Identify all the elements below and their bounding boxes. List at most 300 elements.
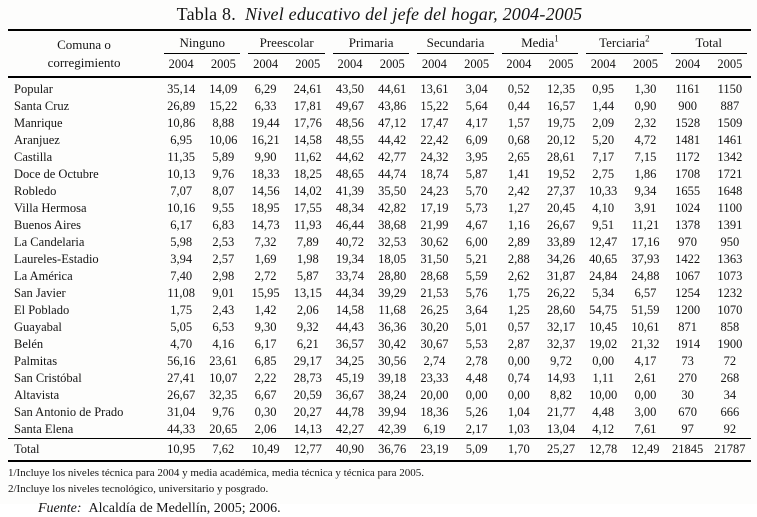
table-cell: 6,00 xyxy=(465,235,488,249)
table-cell: 6,17 xyxy=(254,337,277,351)
table-cell: 2,22 xyxy=(254,371,277,385)
table-cell: 13,15 xyxy=(293,286,322,300)
table-cell: 36,67 xyxy=(335,388,365,402)
table-cell: 18,05 xyxy=(378,252,407,266)
table-cell: 17,19 xyxy=(420,201,449,215)
table-cell: 2,89 xyxy=(507,235,530,249)
table-cell: 21,53 xyxy=(420,286,449,300)
table-cell: 7,15 xyxy=(634,150,657,164)
table-cell: 666 xyxy=(720,405,740,419)
table-cell: 1509 xyxy=(717,116,743,130)
table-cell: 10,33 xyxy=(589,184,618,198)
table-cell: 2,74 xyxy=(423,354,446,368)
table-cell: 1914 xyxy=(675,337,701,351)
table-cell: 1900 xyxy=(717,337,743,351)
year-header-secundaria-2005: 2005 xyxy=(456,54,498,77)
table-cell: 17,55 xyxy=(293,201,322,215)
table-cell: 13,61 xyxy=(420,82,449,96)
year-header-media-2005: 2005 xyxy=(540,54,582,77)
table-cell: 19,75 xyxy=(546,116,576,130)
table-cell: 5,26 xyxy=(465,405,488,419)
table-cell: 16,21 xyxy=(251,133,280,147)
table-cell: 4,16 xyxy=(212,337,235,351)
table-title xyxy=(8,3,751,29)
table-cell: 4,17 xyxy=(634,354,657,368)
table-cell: 20,45 xyxy=(546,201,576,215)
table-cell: 1708 xyxy=(675,167,701,181)
table-cell: 6,95 xyxy=(170,133,193,147)
education-level-table xyxy=(8,29,751,462)
table-cell: 0,00 xyxy=(634,388,657,402)
table-cell: 0,30 xyxy=(254,405,277,419)
table-cell: 9,01 xyxy=(212,286,235,300)
table-cell: 19,52 xyxy=(546,167,576,181)
row-header-comuna xyxy=(8,30,160,77)
table-cell: 6,19 xyxy=(423,422,446,436)
table-cell: 7,17 xyxy=(592,150,615,164)
table-cell: 950 xyxy=(720,235,740,249)
table-cell: 1232 xyxy=(717,286,743,300)
year-header-preescolar-2005: 2005 xyxy=(287,54,329,77)
table-cell: 18,33 xyxy=(251,167,280,181)
table-row-la-america xyxy=(8,268,751,285)
table-cell: 670 xyxy=(678,405,698,419)
table-cell: 11,08 xyxy=(167,286,195,300)
table-cell: 4,17 xyxy=(465,116,488,130)
year-header-total-2005: 2005 xyxy=(709,54,751,77)
table-row-buenos-aires xyxy=(8,217,751,234)
table-cell: 47,12 xyxy=(378,116,407,130)
table-cell: 10,13 xyxy=(167,167,196,181)
table-cell: 1,42 xyxy=(254,303,277,317)
table-cell: 28,60 xyxy=(546,303,576,317)
table-cell: 21787 xyxy=(709,439,751,462)
table-cell: 42,27 xyxy=(335,422,365,436)
table-cell: 54,75 xyxy=(589,303,618,317)
table-cell: 30 xyxy=(681,388,694,402)
source-line xyxy=(38,501,751,517)
table-cell: 4,67 xyxy=(465,218,488,232)
table-cell: 18,25 xyxy=(293,167,322,181)
table-cell: 28,61 xyxy=(546,150,576,164)
table-cell: 26,67 xyxy=(546,218,576,232)
table-row-manrique xyxy=(8,115,751,132)
row-name: Total xyxy=(8,439,160,462)
table-cell: 28,73 xyxy=(293,371,322,385)
table-cell: 0,95 xyxy=(592,82,615,96)
table-cell: 1,04 xyxy=(507,405,530,419)
row-name: Laureles-Estadio xyxy=(14,252,99,266)
table-cell: 21,99 xyxy=(420,218,449,232)
table-cell: 9,76 xyxy=(212,167,235,181)
table-row-castilla xyxy=(8,149,751,166)
row-name: San Antonio de Prado xyxy=(14,405,124,419)
column-group-label: Media$^1$ xyxy=(502,35,578,54)
table-cell: 5,98 xyxy=(170,235,193,249)
table-cell: 4,10 xyxy=(592,201,615,215)
table-cell: 9,72 xyxy=(550,354,572,368)
table-cell: 5,21 xyxy=(465,252,488,266)
table-cell: 2,17 xyxy=(465,422,488,436)
table-cell: 3,91 xyxy=(634,201,657,215)
table-cell: 12,49 xyxy=(624,439,666,462)
table-cell: 2,06 xyxy=(254,422,277,436)
table-row-belen xyxy=(8,336,751,353)
table-cell: 3,04 xyxy=(465,82,488,96)
table-cell: 12,78 xyxy=(582,439,624,462)
table-cell: 27,41 xyxy=(167,371,196,385)
table-cell: 1070 xyxy=(717,303,743,317)
table-cell: 2,61 xyxy=(634,371,657,385)
table-cell: 44,34 xyxy=(335,286,365,300)
table-cell: 0,74 xyxy=(507,371,530,385)
table-cell: 900 xyxy=(678,99,698,113)
table-cell: 2,32 xyxy=(634,116,657,130)
table-cell: 21,32 xyxy=(631,337,660,351)
table-cell: 1,27 xyxy=(507,201,530,215)
table-footnotes xyxy=(8,466,751,498)
table-cell: 1,86 xyxy=(634,167,657,181)
table-cell: 31,04 xyxy=(167,405,196,419)
year-header-terciaria-2005: 2005 xyxy=(624,54,666,77)
table-cell: 48,55 xyxy=(335,133,365,147)
table-cell: 1067 xyxy=(675,269,701,283)
table-cell: 19,44 xyxy=(251,116,280,130)
table-title-text: Nivel educativo del jefe del hogar, 2004-2005 xyxy=(244,4,583,24)
table-cell: 12,35 xyxy=(546,82,576,96)
table-cell: 30,42 xyxy=(378,337,407,351)
table-cell: 1100 xyxy=(717,201,743,215)
table-cell: 5,20 xyxy=(592,133,615,147)
table-cell: 40,72 xyxy=(335,235,365,249)
table-cell: 36,76 xyxy=(371,439,413,462)
table-cell: 1,75 xyxy=(170,303,193,317)
table-cell: 28,80 xyxy=(378,269,407,283)
table-cell: 73 xyxy=(681,354,694,368)
table-cell: 1024 xyxy=(675,201,701,215)
table-cell: 970 xyxy=(678,235,698,249)
table-cell: 22,42 xyxy=(420,133,449,147)
year-header-primaria-2005: 2005 xyxy=(371,54,413,77)
table-cell: 2,57 xyxy=(212,252,235,266)
table-cell: 6,53 xyxy=(212,320,235,334)
table-cell: 23,19 xyxy=(413,439,455,462)
table-cell: 38,68 xyxy=(378,218,407,232)
table-cell: 17,76 xyxy=(293,116,322,130)
table-cell: 2,87 xyxy=(507,337,530,351)
table-cell: 9,32 xyxy=(296,320,319,334)
table-cell: 45,19 xyxy=(335,371,365,385)
table-cell: 11,68 xyxy=(378,303,407,317)
table-cell: 51,59 xyxy=(631,303,660,317)
table-cell: 43,50 xyxy=(335,82,365,96)
table-cell: 39,29 xyxy=(378,286,407,300)
table-cell: 2,72 xyxy=(254,269,277,283)
column-group-total xyxy=(667,30,751,54)
table-cell: 15,95 xyxy=(251,286,280,300)
table-cell: 11,21 xyxy=(631,218,660,232)
row-name: Santa Cruz xyxy=(14,99,70,113)
table-cell: 40,90 xyxy=(329,439,371,462)
table-cell: 15,22 xyxy=(420,99,449,113)
table-cell: 1161 xyxy=(675,82,700,96)
table-row-guayabal xyxy=(8,319,751,336)
year-header-ninguno-2005: 2005 xyxy=(202,54,244,77)
table-cell: 5,73 xyxy=(465,201,488,215)
table-cell: 1,44 xyxy=(592,99,615,113)
table-cell: 20,27 xyxy=(293,405,322,419)
table-cell: 34 xyxy=(723,388,737,402)
table-cell: 35,14 xyxy=(167,82,196,96)
table-cell: 1461 xyxy=(717,133,743,147)
table-row-villa-hermosa xyxy=(8,200,751,217)
table-cell: 0,52 xyxy=(507,82,530,96)
table-row-aranjuez xyxy=(8,132,751,149)
table-cell: 8,82 xyxy=(550,388,572,402)
table-cell: 1073 xyxy=(717,269,743,283)
table-cell: 14,13 xyxy=(293,422,322,436)
table-cell: 10,86 xyxy=(167,116,196,130)
table-row-laureles-estadio xyxy=(8,251,751,268)
table-cell: 4,12 xyxy=(592,422,615,436)
table-cell: 9,51 xyxy=(592,218,615,232)
table-cell: 0,68 xyxy=(507,133,530,147)
table-cell: 44,62 xyxy=(335,150,365,164)
row-name: La Candelaria xyxy=(14,235,85,249)
table-cell: 1655 xyxy=(675,184,701,198)
table-cell: 38,24 xyxy=(378,388,407,402)
table-cell: 9,76 xyxy=(212,405,235,419)
table-cell: 44,61 xyxy=(378,82,407,96)
table-cell: 11,93 xyxy=(293,218,322,232)
table-cell: 5,05 xyxy=(170,320,193,334)
table-cell: 1254 xyxy=(675,286,701,300)
year-header-preescolar-2004: 2004 xyxy=(244,54,286,77)
table-cell: 72 xyxy=(723,354,737,368)
table-cell: 6,57 xyxy=(634,286,657,300)
table-cell: 33,89 xyxy=(546,235,576,249)
table-cell: 7,40 xyxy=(170,269,193,283)
table-cell: 0,90 xyxy=(634,99,657,113)
table-cell: 42,39 xyxy=(378,422,407,436)
table-cell: 15,22 xyxy=(209,99,238,113)
table-cell: 4,48 xyxy=(592,405,615,419)
table-cell: 13,04 xyxy=(546,422,576,436)
table-cell: 5,70 xyxy=(465,184,488,198)
table-cell: 30,67 xyxy=(420,337,449,351)
table-cell: 6,17 xyxy=(170,218,193,232)
table-cell: 6,83 xyxy=(212,218,235,232)
table-body xyxy=(8,77,751,461)
table-cell: 5,87 xyxy=(296,269,319,283)
table-cell: 5,87 xyxy=(465,167,488,181)
table-cell: 1528 xyxy=(675,116,701,130)
table-cell: 19,02 xyxy=(589,337,618,351)
table-title-prefix: Tabla 8. xyxy=(176,4,236,24)
column-group-secundaria xyxy=(413,30,497,54)
table-cell: 48,65 xyxy=(335,167,365,181)
column-group-preescolar xyxy=(244,30,328,54)
table-cell: 6,67 xyxy=(254,388,277,402)
table-cell: 1,30 xyxy=(634,82,657,96)
column-group-label: Preescolar xyxy=(248,35,324,54)
table-cell: 25,27 xyxy=(540,439,582,462)
column-group-label: Total xyxy=(671,35,747,54)
table-cell: 37,93 xyxy=(631,252,660,266)
column-group-media xyxy=(498,30,582,54)
row-name: San Cristóbal xyxy=(14,371,82,385)
source-label: Fuente: xyxy=(38,500,82,516)
table-cell: 3,94 xyxy=(170,252,193,266)
table-cell: 4,48 xyxy=(465,371,488,385)
table-cell: 27,37 xyxy=(546,184,576,198)
table-cell: 24,84 xyxy=(589,269,618,283)
table-cell: 1,75 xyxy=(507,286,530,300)
table-cell: 42,77 xyxy=(378,150,407,164)
table-cell: 1200 xyxy=(675,303,701,317)
row-name: Popular xyxy=(14,82,53,96)
table-cell: 44,74 xyxy=(378,167,407,181)
table-cell: 20,59 xyxy=(293,388,322,402)
table-cell: 1721 xyxy=(717,167,743,181)
table-cell: 14,73 xyxy=(251,218,280,232)
table-cell: 1378 xyxy=(675,218,701,232)
year-header-secundaria-2004: 2004 xyxy=(413,54,455,77)
source-text: Alcaldía de Medellín, 2005; 2006. xyxy=(88,500,281,516)
column-group-primaria xyxy=(329,30,413,54)
table-cell: 44,33 xyxy=(167,422,196,436)
table-cell: 29,17 xyxy=(293,354,322,368)
row-name: Buenos Aires xyxy=(14,218,82,232)
table-cell: 0,00 xyxy=(592,354,615,368)
table-cell: 1150 xyxy=(717,82,743,96)
table-cell: 6,09 xyxy=(465,133,488,147)
table-cell: 18,74 xyxy=(420,167,449,181)
table-row-san-cristobal xyxy=(8,370,751,387)
table-cell: 34,26 xyxy=(546,252,576,266)
table-cell: 42,82 xyxy=(378,201,407,215)
table-cell: 14,93 xyxy=(546,371,576,385)
table-cell: 871 xyxy=(678,320,698,334)
table-cell: 10,61 xyxy=(631,320,660,334)
table-cell: 30,62 xyxy=(420,235,449,249)
table-cell: 0,00 xyxy=(507,354,530,368)
column-group-ninguno xyxy=(160,30,244,54)
row-header-line2: corregimiento xyxy=(47,54,121,70)
table-cell: 10,45 xyxy=(589,320,618,334)
table-cell: 18,95 xyxy=(251,201,280,215)
table-cell: 32,35 xyxy=(209,388,238,402)
table-cell: 3,00 xyxy=(634,405,657,419)
table-row-la-candelaria xyxy=(8,234,751,251)
table-cell: 28,68 xyxy=(420,269,449,283)
table-cell: 1342 xyxy=(717,150,743,164)
table-cell: 5,89 xyxy=(212,150,235,164)
table-cell: 21845 xyxy=(667,439,709,462)
row-name: Santa Elena xyxy=(14,422,74,436)
table-cell: 6,21 xyxy=(296,337,319,351)
row-name: Palmitas xyxy=(14,354,58,368)
table-cell: 36,57 xyxy=(335,337,365,351)
table-cell: 2,65 xyxy=(507,150,530,164)
table-cell: 1481 xyxy=(675,133,701,147)
row-name: Altavista xyxy=(14,388,60,402)
table-cell: 17,16 xyxy=(631,235,660,249)
table-cell: 2,62 xyxy=(507,269,530,283)
table-cell: 49,67 xyxy=(335,99,365,113)
table-cell: 1,25 xyxy=(507,303,530,317)
table-cell: 6,33 xyxy=(254,99,277,113)
table-row-total xyxy=(8,439,751,462)
row-name: Belén xyxy=(14,337,44,351)
table-cell: 17,47 xyxy=(420,116,449,130)
table-cell: 8,88 xyxy=(212,116,235,130)
table-cell: 887 xyxy=(720,99,740,113)
table-cell: 44,42 xyxy=(378,133,407,147)
year-header-ninguno-2004: 2004 xyxy=(160,54,202,77)
table-cell: 9,30 xyxy=(254,320,277,334)
table-cell: 35,50 xyxy=(378,184,407,198)
row-name: Doce de Octubre xyxy=(14,167,99,181)
table-cell: 24,61 xyxy=(293,82,322,96)
table-cell: 46,44 xyxy=(335,218,365,232)
table-cell: 43,86 xyxy=(378,99,407,113)
table-cell: 10,00 xyxy=(589,388,618,402)
column-group-terciaria xyxy=(582,30,666,54)
table-cell: 23,61 xyxy=(209,354,238,368)
table-cell: 9,55 xyxy=(212,201,235,215)
table-cell: 18,36 xyxy=(420,405,449,419)
table-cell: 5,09 xyxy=(456,439,498,462)
table-row-palmitas xyxy=(8,353,751,370)
table-cell: 0,00 xyxy=(465,388,488,402)
table-cell: 21,77 xyxy=(546,405,576,419)
row-name: Manrique xyxy=(14,116,63,130)
table-cell: 6,29 xyxy=(254,82,277,96)
table-cell: 10,95 xyxy=(160,439,202,462)
table-cell: 12,77 xyxy=(287,439,329,462)
table-cell: 2,53 xyxy=(212,235,235,249)
table-cell: 24,32 xyxy=(420,150,449,164)
table-cell: 44,78 xyxy=(335,405,365,419)
table-cell: 11,62 xyxy=(293,150,322,164)
row-name: Aranjuez xyxy=(14,133,60,147)
row-header-line1: Comuna o xyxy=(57,36,111,52)
table-cell: 24,88 xyxy=(631,269,660,283)
table-row-santa-cruz xyxy=(8,98,751,115)
table-cell: 48,56 xyxy=(335,116,365,130)
row-name: La América xyxy=(14,269,73,283)
table-cell: 20,12 xyxy=(546,133,576,147)
table-cell: 11,35 xyxy=(167,150,195,164)
table-cell: 4,72 xyxy=(634,133,657,147)
year-header-terciaria-2004: 2004 xyxy=(582,54,624,77)
table-cell: 3,95 xyxy=(465,150,488,164)
table-cell: 2,09 xyxy=(592,116,615,130)
table-cell: 5,53 xyxy=(465,337,488,351)
table-cell: 7,62 xyxy=(202,439,244,462)
table-cell: 7,89 xyxy=(296,235,319,249)
table-cell: 5,64 xyxy=(465,99,488,113)
table-cell: 33,74 xyxy=(335,269,365,283)
table-cell: 14,56 xyxy=(251,184,280,198)
table-cell: 41,39 xyxy=(335,184,365,198)
table-cell: 26,25 xyxy=(420,303,449,317)
table-cell: 1,98 xyxy=(296,252,319,266)
table-cell: 44,43 xyxy=(335,320,365,334)
table-cell: 1,57 xyxy=(507,116,530,130)
table-cell: 16,57 xyxy=(546,99,576,113)
